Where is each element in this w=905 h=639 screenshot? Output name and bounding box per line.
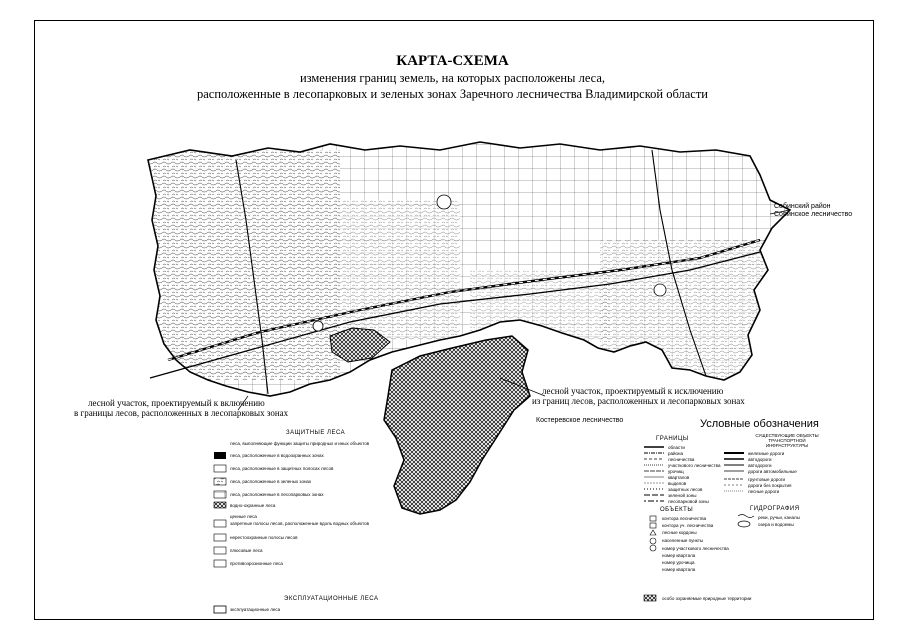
legend-item: урочищ bbox=[668, 469, 684, 474]
legend-objects-head: ОБЪЕКТЫ bbox=[660, 507, 694, 513]
legend-left-swatches bbox=[214, 452, 226, 613]
legend-item: выделов bbox=[668, 481, 687, 486]
legend-item: лесные дороги bbox=[748, 489, 780, 494]
legend-item: железные дороги bbox=[748, 451, 785, 456]
legend-title: Условные обозначения bbox=[700, 418, 819, 430]
legend-border-samples bbox=[644, 447, 664, 501]
callout-include-line2: в границы лесов, расположенных в лесопарковых зонах bbox=[74, 408, 289, 418]
legend-hydro-head: ГИДРОГРАФИЯ bbox=[750, 506, 800, 512]
legend-infra-head: СУЩЕСТВУЮЩИЕ ОБЪЕКТЫ ТРАНСПОРТНОЙ ИНФРАСТРУКТУРЫ bbox=[755, 433, 819, 448]
legend-item: особо охраняемые природные территории bbox=[662, 596, 752, 601]
legend-borders-head: ГРАНИЦЫ bbox=[656, 436, 689, 442]
legend-item: защитных лесов bbox=[668, 487, 703, 492]
legend-item: нерестоохранные полосы лесов bbox=[230, 535, 298, 540]
legend-item: эксплуатационные леса bbox=[230, 607, 281, 612]
legend-item: водно-охранные леса bbox=[230, 503, 276, 508]
legend-object-symbols bbox=[644, 516, 656, 601]
legend-swatch bbox=[214, 465, 226, 472]
callout-exclude-line1: лесной участок, проектируемый к исключению bbox=[542, 386, 724, 396]
legend-item: лесничества bbox=[668, 457, 695, 462]
legend-exploitation-head: ЭКСПЛУАТАЦИОННЫЕ ЛЕСА bbox=[284, 596, 379, 602]
legend-item: ценные леса bbox=[230, 514, 257, 519]
legend-swatch bbox=[214, 547, 226, 554]
legend-item: зеленой зоны bbox=[668, 493, 697, 498]
legend-item: леса, расположенные в зеленых зонах bbox=[230, 479, 312, 484]
excluded-forest-area bbox=[384, 336, 530, 514]
legend-protective-sub: леса, выполняющие функции защиты природных и иных объектов bbox=[230, 441, 370, 446]
legend-item: автодороги bbox=[748, 463, 772, 468]
legend-item: номер участкового лесничества bbox=[662, 546, 729, 551]
legend-item: номер урочища bbox=[662, 560, 695, 565]
legend-item: озера и водоемы bbox=[758, 522, 794, 527]
legend-item: леса, расположенные в водоохранных зонах bbox=[230, 453, 324, 458]
callout-exclude-line2: из границ лесов, расположенных и лесопарковых зонах bbox=[532, 396, 745, 406]
legend-item: автодороги bbox=[748, 457, 772, 462]
callout-include-line1: лесной участок, проектируемый к включению bbox=[88, 398, 265, 408]
legend-item: области bbox=[668, 445, 685, 450]
legend-swatch bbox=[214, 520, 226, 527]
legend-item: района bbox=[668, 451, 684, 456]
label-sobinsky-forestry: Собинское лесничество bbox=[774, 211, 853, 218]
legend-infra-samples bbox=[724, 453, 744, 491]
legend-swatch bbox=[214, 502, 226, 508]
legend-item: номер квартала bbox=[662, 567, 696, 572]
forestry-number-marker bbox=[437, 195, 451, 209]
legend-hydro-symbols bbox=[738, 515, 754, 528]
legend-swatch bbox=[214, 560, 226, 567]
legend-item: участкового лесничества bbox=[668, 463, 721, 468]
label-sobinsky-district: Собинский район bbox=[774, 203, 831, 210]
legend-item: населенные пункты bbox=[662, 538, 704, 543]
map-subtitle-line2: расположенные в лесопарковых и зеленых зонах Заречного лесничества Владимирской области bbox=[197, 87, 708, 101]
legend-item: грунтовые дороги bbox=[748, 477, 786, 482]
legend-swatch bbox=[214, 478, 226, 485]
legend-swatch bbox=[214, 491, 226, 498]
legend-item: запретные полосы лесов, расположенные вдоль водных объектов bbox=[230, 521, 370, 526]
label-kosterevskoe-forestry: Костеревское лесничество bbox=[536, 417, 624, 424]
legend-item: контора уч. лесничества bbox=[662, 523, 714, 528]
legend-item: номер квартала bbox=[662, 553, 696, 558]
legend-item: контора лесничества bbox=[662, 516, 707, 521]
legend-item: леса, расположенные в лесопарковых зонах bbox=[230, 492, 324, 497]
legend-item: реки, ручьи, каналы bbox=[758, 515, 800, 520]
forestry-number-marker bbox=[654, 284, 666, 296]
legend-item: противоэрозионные леса bbox=[230, 561, 283, 566]
forestry-number-marker bbox=[313, 321, 323, 331]
legend-item: плюсовые леса bbox=[230, 548, 263, 553]
legend-item: дороги автомобильные bbox=[748, 469, 797, 474]
legend-item: дороги без покрытия bbox=[748, 483, 792, 488]
legend-swatch bbox=[214, 452, 226, 459]
map-title: КАРТА-СХЕМА bbox=[396, 53, 509, 69]
legend-swatch bbox=[214, 606, 226, 613]
legend-item: лесопарковой зоны bbox=[668, 499, 709, 504]
legend-item: кварталов bbox=[668, 475, 690, 480]
legend-item: леса, расположенные в защитных полосах лесов bbox=[230, 466, 334, 471]
legend-protective-head: ЗАЩИТНЫЕ ЛЕСА bbox=[286, 430, 346, 436]
map-subtitle-line1: изменения границ земель, на которых расположены леса, bbox=[299, 71, 606, 85]
legend-item: лесные кордоны bbox=[662, 530, 697, 535]
legend-swatch bbox=[214, 534, 226, 541]
